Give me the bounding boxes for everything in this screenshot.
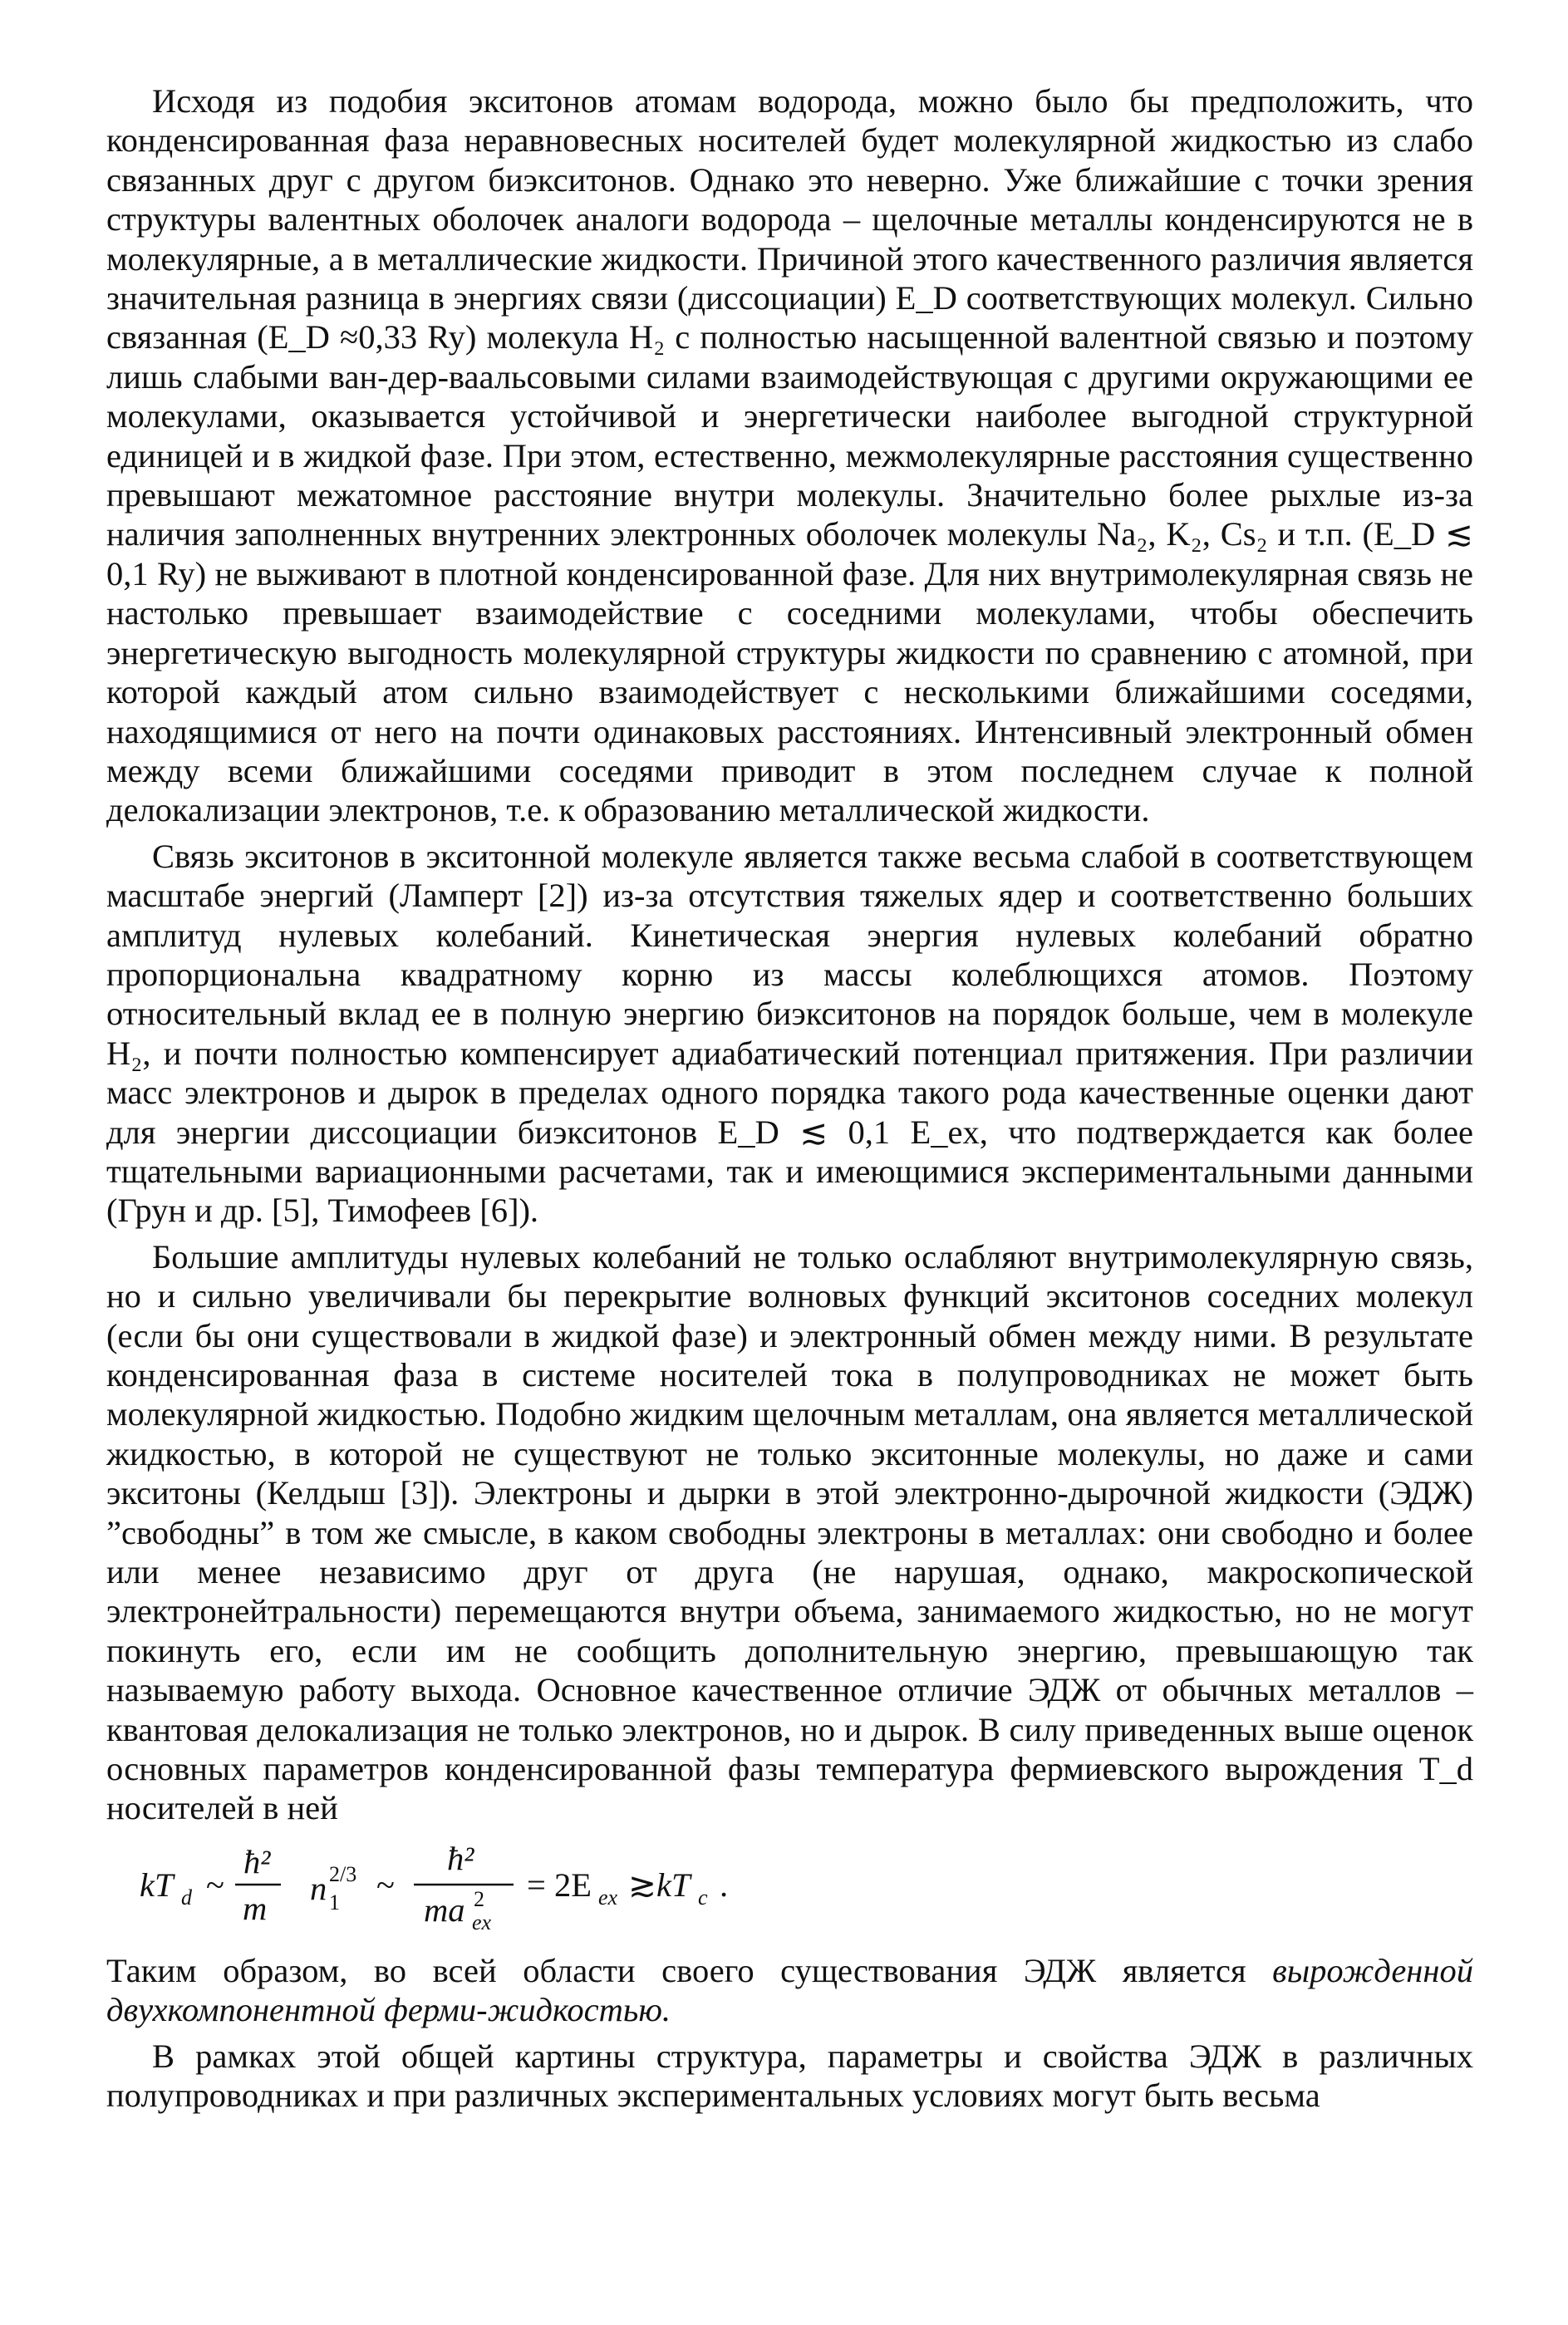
formula-end: . bbox=[720, 1865, 729, 1904]
formula-svg bbox=[140, 1840, 971, 1939]
formula-n-sub: 1 bbox=[329, 1890, 340, 1915]
formula-frac1-num: ħ² bbox=[243, 1842, 271, 1880]
paragraph-5: В рамках этой общей картины структура, параметры и свойства ЭДЖ в различных полупроводниках и при различных экспериментальных условиях могут быть весьма bbox=[106, 2037, 1473, 2115]
formula-lhs: kT bbox=[140, 1865, 174, 1904]
formula-frac1-den: m bbox=[243, 1889, 268, 1927]
formula-frac2-den-sup: 2 bbox=[474, 1886, 484, 1911]
paragraph-3: Большие амплитуды нулевых колебаний не только ослабляют внутримолекулярную связь, но и сильно увеличивали бы перекрытие волновых функций экситонов соседних молекул (если бы они существовали в жидкой фазе) и электронный обмен между ними. В результате конденсированная фаза в системе носителей тока в полупроводниках не может быть молекулярной жидкостью. Подобно жидким щелочным металлам, она является металлической жидкостью, в которой не существуют не только экситонные молекулы, но даже и сами экситоны (Келдыш [3]). Электроны и дырки в этой электронно-дырочной жидкости (ЭДЖ) ”свободны” в том же смысле, в каком свободны электроны в металлах: они свободно и более или менее независимо друг от друга (не нарушая, однако, макроскопической электронейтральности) перемещаются внутри объема, занимаемого жидкостью, но не могут покинуть его, если им не сообщить дополнительную энергию, превышающую так называемую работу выхода. Основное качественное отличие ЭДЖ от обычных металлов – квантовая делокализация не только электронов, но и дырок. В силу приведенных выше оценок основных параметров конденсированной фазы температура фермиевского вырождения T_d носителей в ней bbox=[106, 1237, 1473, 1827]
formula-frac2-den: ma bbox=[424, 1890, 465, 1929]
formula-geq: ≳ bbox=[628, 1865, 656, 1904]
paragraph-4-emphasis: вырожденной двухкомпонентной ферми-жидкостью. bbox=[106, 1951, 1473, 2029]
formula-sim-2: ~ bbox=[376, 1865, 395, 1904]
formula-rhs: = 2E bbox=[527, 1865, 592, 1904]
formula-sim-1: ~ bbox=[206, 1865, 224, 1904]
formula-frac2-num: ħ² bbox=[447, 1839, 474, 1877]
paragraph-4 bbox=[106, 1951, 1473, 2030]
paragraph-4-text: Таким образом, во всей области своего существования ЭДЖ является bbox=[106, 1951, 1273, 1989]
formula-n: n bbox=[310, 1869, 327, 1907]
formula-rhs-sub: ex bbox=[598, 1885, 618, 1910]
paragraph-1: Исходя из подобия экситонов атомам водорода, можно было бы предположить, что конденсированная фаза неравновесных носителей будет молекулярной жидкостью из слабо связанных друг с другом биэкситонов. Однако это неверно. Уже ближайшие с точки зрения структуры валентных оболочек аналоги водорода – щелочные металлы конденсируются не в молекулярные, а в металлические жидкости. Причиной этого качественного различия является значительная разница в энергиях связи (диссоциации) E_D соответствующих молекул. Сильно связанная (E_D ≈0,33 Ry) молекула H₂ с полностью насыщенной валентной связью и поэтому лишь слабыми ван-дер-ваальсовыми силами взаимодействующая с другими окружающими ее молекулами, оказывается устойчивой и энергетически наиболее выгодной структурной единицей и в жидкой фазе. При этом, естественно, межмолекулярные расстояния существенно превышают межатомное расстояние внутри молекулы. Значительно более рыхлые из-за наличия заполненных внутренних электронных оболочек молекулы Na₂, K₂, Cs₂ и т.п. (E_D ≲ 0,1 Ry) не выживают в плотной конденсированной фазе. Для них внутримолекулярная связь не настолько превышает взаимодействие с соседними молекулами, чтобы обеспечить энергетическую выгодность молекулярной структуры жидкости по сравнению с атомной, при которой каждый атом сильно взаимодействует с несколькими ближайшими соседями, находящимися от него на почти одинаковых расстояниях. Интенсивный электронный обмен между всеми ближайшими соседями приводит в этом последнем случае к полной делокализации электронов, т.е. к образованию металлической жидкости. bbox=[106, 82, 1473, 829]
degeneracy-temperature-formula bbox=[140, 1840, 1473, 1939]
formula-n-sup: 2/3 bbox=[329, 1861, 357, 1886]
document-page bbox=[106, 81, 1473, 2122]
formula-rhs2: kT bbox=[656, 1865, 691, 1904]
formula-lhs-sub: d bbox=[181, 1885, 192, 1910]
formula-frac2-den-sub: ex bbox=[472, 1910, 492, 1934]
paragraph-2: Связь экситонов в экситонной молекуле является также весьма слабой в соответствующем масштабе энергий (Ламперт [2]) из-за отсутствия тяжелых ядер и соответственно больших амплитуд нулевых колебаний. Кинетическая энергия нулевых колебаний обратно пропорциональна квадратному корню из массы колеблющихся атомов. Поэтому относительный вклад ее в полную энергию биэкситонов на порядок больше, чем в молекуле H₂, и почти полностью компенсирует адиабатический потенциал притяжения. При различии масс электронов и дырок в пределах одного порядка такого рода качественные оценки дают для энергии диссоциации биэкситонов E_D ≲ 0,1 E_ex, что подтверждается как более тщательными вариационными расчетами, так и имеющимися экспериментальными данными (Грун и др. [5], Тимофеев [6]). bbox=[106, 837, 1473, 1230]
formula-rhs2-sub: c bbox=[698, 1885, 708, 1910]
